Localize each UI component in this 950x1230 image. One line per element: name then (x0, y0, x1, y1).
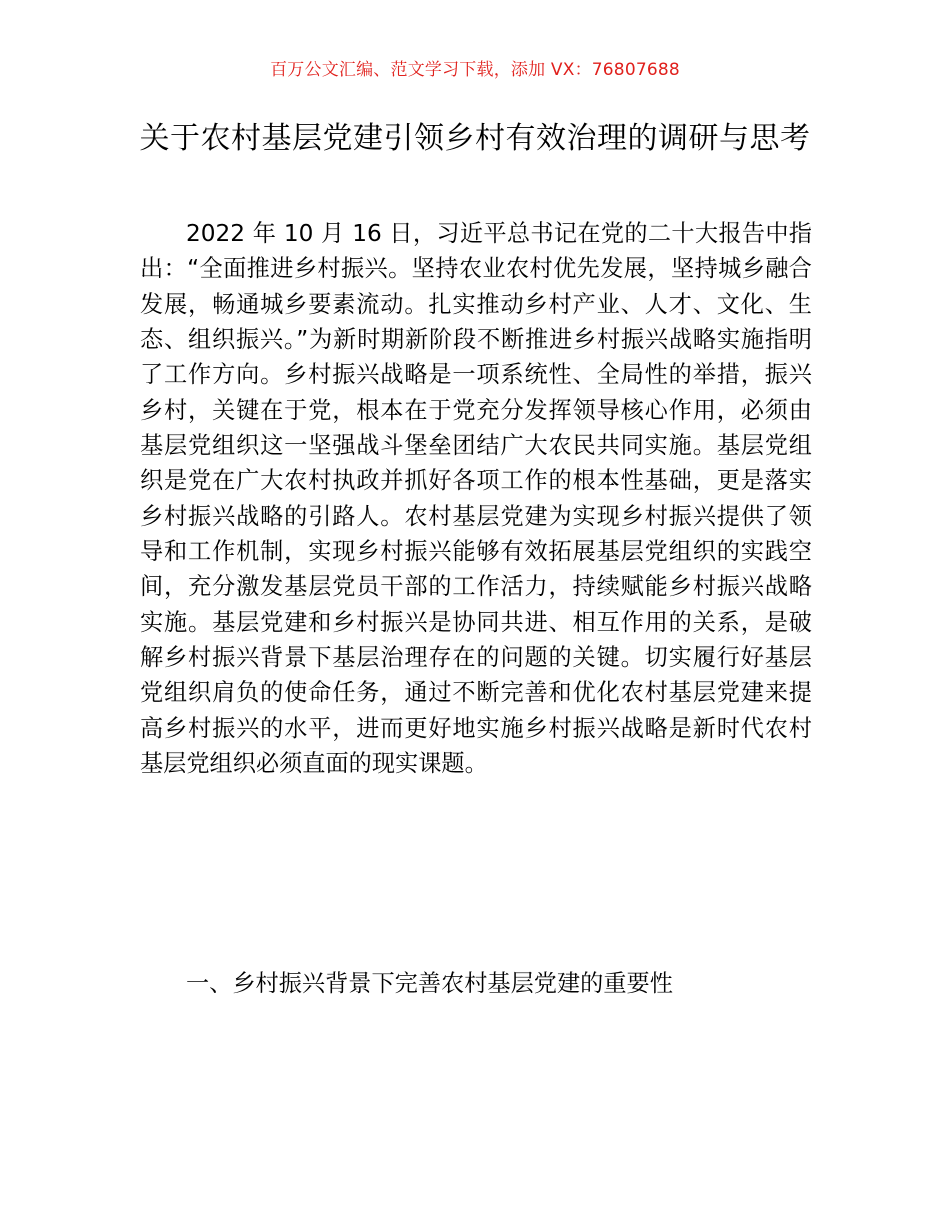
section-heading: 一、乡村振兴背景下完善农村基层党建的重要性 (186, 970, 673, 997)
document-title: 关于农村基层党建引领乡村有效治理的调研与思考 (139, 121, 811, 156)
body-paragraph: 2022 年 10 月 16 日，习近平总书记在党的二十大报告中指出：“全面推进乡村振兴。坚持农业农村优先发展，坚持城乡融合发展，畅通城乡要素流动。扎实推动乡村产业、人才、文化、生态、组织振兴。”为新时期新阶段不断推进乡村振兴战略实施指明了工作方向。乡村振兴战略是一项系统性、全局性的举措，振兴乡村，关键在于党，根本在于党充分发挥领导核心作用，必须由基层党组织这一坚强战斗堡垒团结广大农民共同实施。基层党组织是党在广大农村执政并抓好各项工作的根本性基础，更是落实乡村振兴战略的引路人。农村基层党建为实现乡村振兴提供了领导和工作机制，实现乡村振兴能够有效拓展基层党组织的实践空间，充分激发基层党员干部的工作活力，持续赋能乡村振兴战略实施。基层党建和乡村振兴是协同共进、相互作用的关系，是破解乡村振兴背景下基层治理存在的问题的关键。切实履行好基层党组织肩负的使命任务，通过不断完善和优化农村基层党建来提高乡村振兴的水平，进而更好地实施乡村振兴战略是新时代农村基层党组织必须直面的现实课题。 (140, 220, 812, 778)
download-banner: 百万公文汇编、范文学习下载，添加 VX：76807688 (270, 60, 680, 80)
